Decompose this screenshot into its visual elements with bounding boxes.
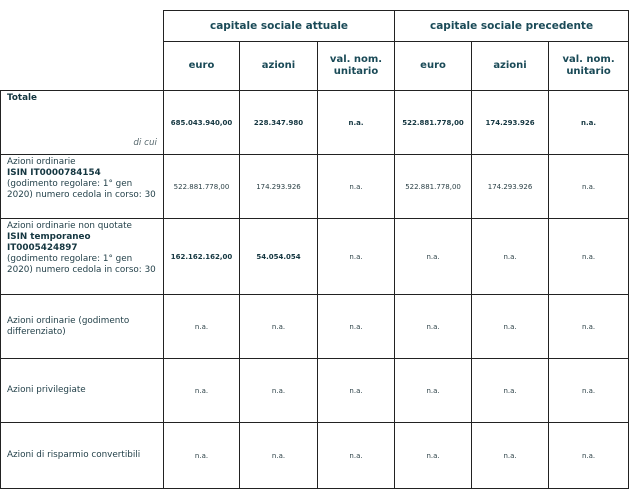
header-group-row (1, 11, 629, 42)
header-cur-azioni: azioni (240, 42, 318, 91)
row-label-isin: ISIN temporaneo IT0005424897 (7, 232, 91, 253)
header-cur-euro: euro (164, 42, 240, 91)
row-label: Azioni di risparmio convertibili (1, 423, 164, 489)
cell-cur-valnom: n.a. (318, 295, 395, 359)
row-label-line3: (godimento regolare: 1° gen 2020) numero cedola in corso: 30 (7, 254, 156, 275)
totale-prev-euro: 522.881.778,00 (395, 91, 472, 155)
table-row-totale (1, 91, 629, 155)
cell-prev-azioni: n.a. (472, 295, 549, 359)
table-row (1, 219, 629, 295)
cell-cur-euro: n.a. (164, 423, 240, 489)
table-row (1, 155, 629, 219)
cell-prev-euro: n.a. (395, 359, 472, 423)
table-row (1, 295, 629, 359)
cell-prev-euro: 522.881.778,00 (395, 155, 472, 219)
cell-cur-valnom: n.a. (318, 359, 395, 423)
cell-prev-azioni: 174.293.926 (472, 155, 549, 219)
cell-cur-azioni: 54.054.054 (240, 219, 318, 295)
row-label: Azioni ordinarie (godimento differenziato) (1, 295, 164, 359)
totale-label: Totale (7, 93, 37, 103)
row-label (1, 219, 164, 295)
row-label-isin: ISIN IT0000784154 (7, 168, 101, 178)
header-cur-valnom: val. nom. unitario (318, 42, 395, 91)
row-label-line1: Azioni ordinarie (7, 157, 76, 167)
cell-cur-euro: 162.162.162,00 (164, 219, 240, 295)
cell-cur-azioni: 174.293.926 (240, 155, 318, 219)
cell-cur-azioni: n.a. (240, 423, 318, 489)
table-row (1, 359, 629, 423)
cell-cur-valnom: n.a. (318, 219, 395, 295)
row-label (1, 155, 164, 219)
row-label-line3: (godimento regolare: 1° gen 2020) numero cedola in corso: 30 (7, 179, 156, 200)
cell-prev-valnom: n.a. (549, 295, 629, 359)
cell-prev-valnom: n.a. (549, 359, 629, 423)
cell-cur-valnom: n.a. (318, 155, 395, 219)
cell-cur-euro: 522.881.778,00 (164, 155, 240, 219)
header-group-previous: capitale sociale precedente (395, 11, 629, 42)
cell-prev-euro: n.a. (395, 219, 472, 295)
totale-cur-azioni: 228.347.980 (240, 91, 318, 155)
capital-table (0, 10, 629, 489)
row-label-line1: Azioni ordinarie non quotate (7, 221, 132, 231)
header-prev-valnom: val. nom. unitario (549, 42, 629, 91)
cell-prev-valnom: n.a. (549, 219, 629, 295)
cell-prev-azioni: n.a. (472, 423, 549, 489)
cell-cur-azioni: n.a. (240, 359, 318, 423)
header-sub-row (1, 42, 629, 91)
cell-cur-valnom: n.a. (318, 423, 395, 489)
cell-cur-azioni: n.a. (240, 295, 318, 359)
header-blank-cell (1, 42, 164, 91)
header-group-current: capitale sociale attuale (164, 11, 395, 42)
cell-prev-valnom: n.a. (549, 423, 629, 489)
row-label-totale (1, 91, 164, 155)
cell-prev-valnom: n.a. (549, 155, 629, 219)
table-row (1, 423, 629, 489)
cell-cur-euro: n.a. (164, 359, 240, 423)
cell-prev-azioni: n.a. (472, 359, 549, 423)
di-cui-label: di cui (133, 138, 157, 148)
capital-table-container (0, 10, 629, 489)
totale-cur-valnom: n.a. (318, 91, 395, 155)
cell-cur-euro: n.a. (164, 295, 240, 359)
cell-prev-euro: n.a. (395, 295, 472, 359)
cell-prev-azioni: n.a. (472, 219, 549, 295)
header-prev-azioni: azioni (472, 42, 549, 91)
totale-cur-euro: 685.043.940,00 (164, 91, 240, 155)
totale-prev-valnom: n.a. (549, 91, 629, 155)
header-prev-euro: euro (395, 42, 472, 91)
totale-prev-azioni: 174.293.926 (472, 91, 549, 155)
cell-prev-euro: n.a. (395, 423, 472, 489)
header-blank-cell (1, 11, 164, 42)
row-label: Azioni privilegiate (1, 359, 164, 423)
